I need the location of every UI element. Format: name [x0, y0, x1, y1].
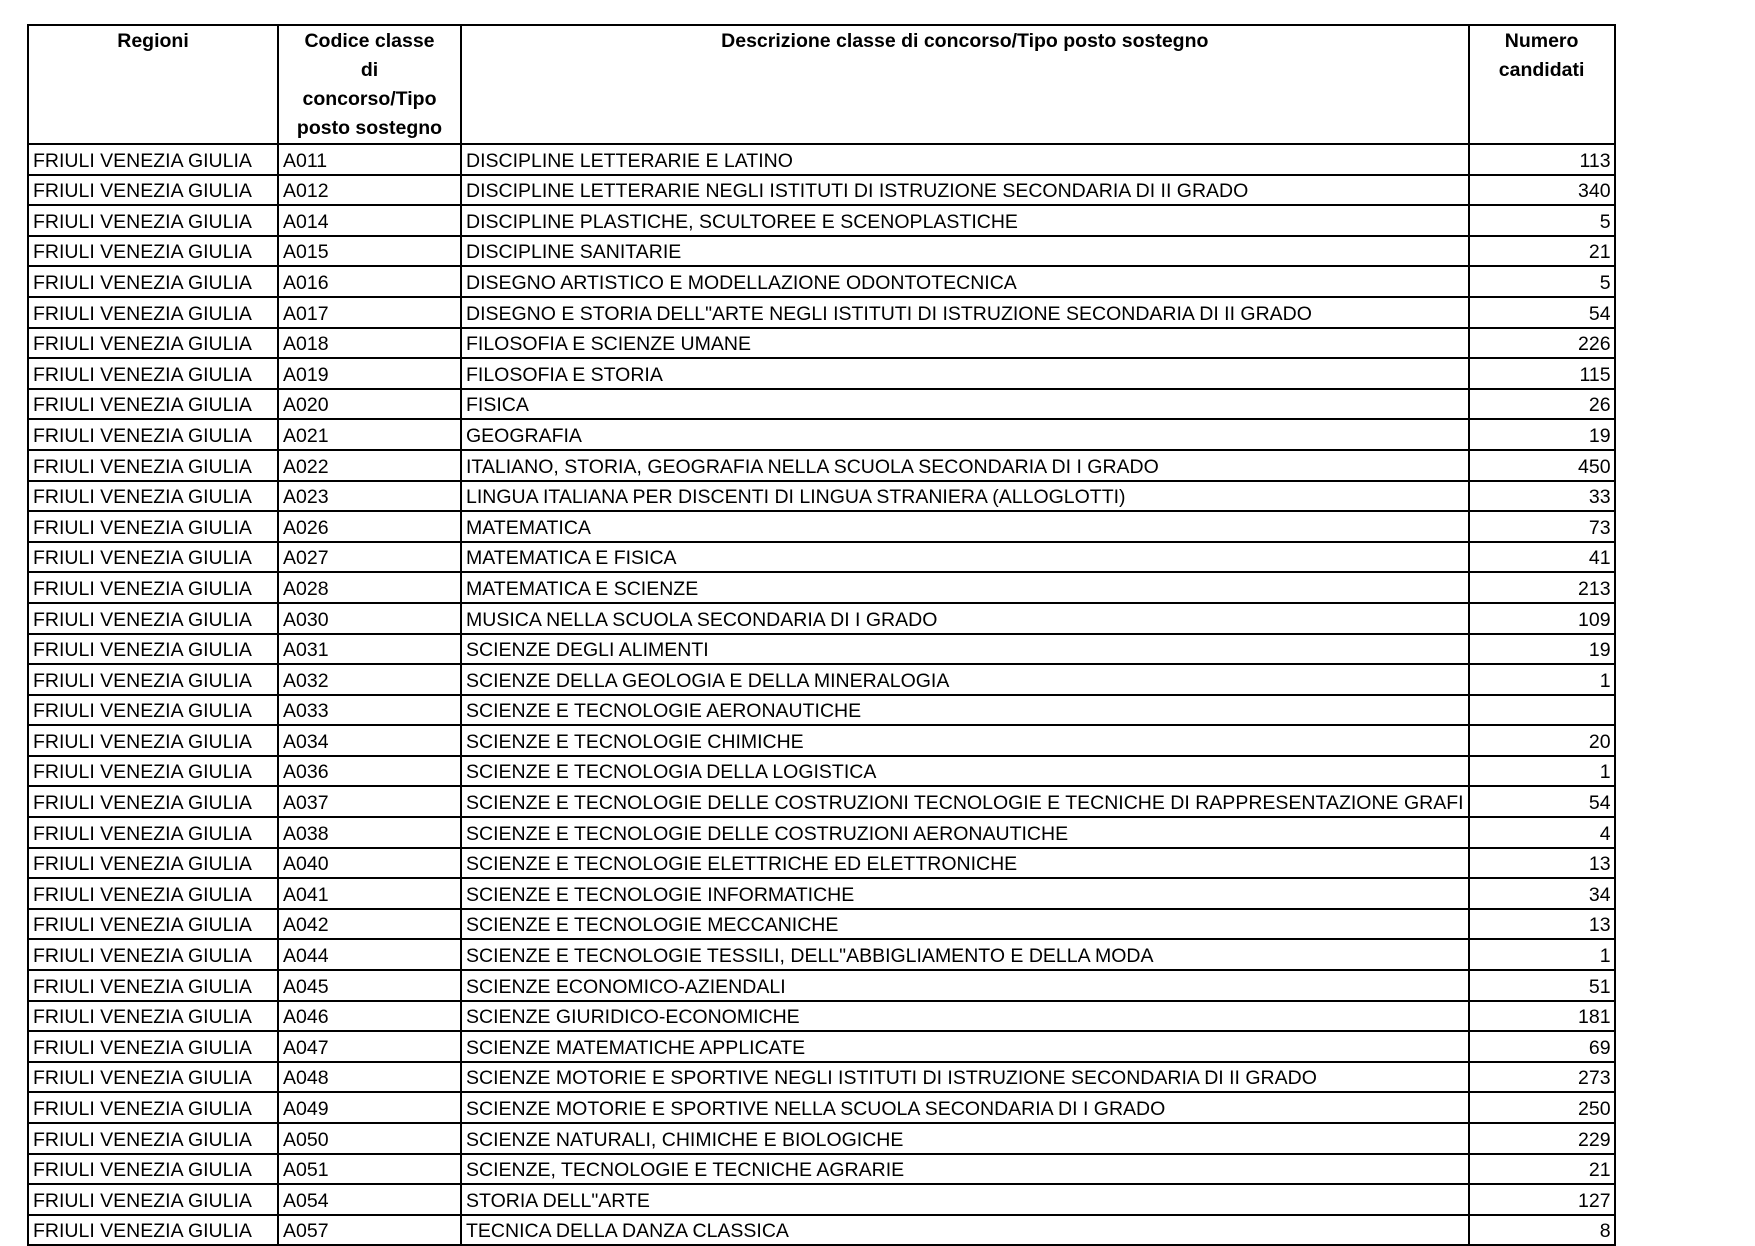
cell-codice: A020: [278, 389, 461, 420]
cell-numero: 20: [1469, 725, 1615, 756]
cell-numero: 127: [1469, 1184, 1615, 1215]
header-codice: Codice classe di concorso/Tipo posto sostegno: [278, 25, 461, 144]
cell-codice: A041: [278, 878, 461, 909]
table-row: [28, 664, 1615, 695]
cell-numero: 181: [1469, 1001, 1615, 1032]
table-body: [28, 144, 1615, 1245]
cell-codice: A023: [278, 481, 461, 512]
cell-codice: A031: [278, 634, 461, 665]
cell-codice: A040: [278, 848, 461, 879]
cell-codice: A049: [278, 1092, 461, 1123]
cell-numero: 33: [1469, 481, 1615, 512]
cell-codice: A014: [278, 205, 461, 236]
cell-codice: A050: [278, 1123, 461, 1154]
table-row: [28, 1062, 1615, 1093]
cell-regione: FRIULI VENEZIA GIULIA: [28, 358, 278, 389]
table-row: [28, 1092, 1615, 1123]
cell-numero: 226: [1469, 328, 1615, 359]
table-row: [28, 419, 1615, 450]
cell-numero: 13: [1469, 848, 1615, 879]
table-row: [28, 542, 1615, 573]
table-row: [28, 756, 1615, 787]
cell-regione: FRIULI VENEZIA GIULIA: [28, 297, 278, 328]
cell-codice: A028: [278, 572, 461, 603]
cell-descrizione: GEOGRAFIA: [461, 419, 1469, 450]
cell-numero: 273: [1469, 1062, 1615, 1093]
cell-regione: FRIULI VENEZIA GIULIA: [28, 236, 278, 267]
cell-descrizione: DISCIPLINE PLASTICHE, SCULTOREE E SCENOPLASTICHE: [461, 205, 1469, 236]
cell-codice: A022: [278, 450, 461, 481]
table-row: [28, 144, 1615, 175]
table-row: [28, 511, 1615, 542]
cell-descrizione: SCIENZE E TECNOLOGIE TESSILI, DELL"ABBIGLIAMENTO E DELLA MODA: [461, 939, 1469, 970]
cell-regione: FRIULI VENEZIA GIULIA: [28, 817, 278, 848]
cell-numero: [1469, 695, 1615, 726]
cell-descrizione: FISICA: [461, 389, 1469, 420]
cell-numero: 19: [1469, 419, 1615, 450]
cell-codice: A017: [278, 297, 461, 328]
cell-regione: FRIULI VENEZIA GIULIA: [28, 419, 278, 450]
table-row: [28, 175, 1615, 206]
cell-descrizione: SCIENZE E TECNOLOGIE ELETTRICHE ED ELETTRONICHE: [461, 848, 1469, 879]
cell-regione: FRIULI VENEZIA GIULIA: [28, 1154, 278, 1185]
cell-descrizione: SCIENZE E TECNOLOGIE INFORMATICHE: [461, 878, 1469, 909]
cell-numero: 5: [1469, 266, 1615, 297]
cell-regione: FRIULI VENEZIA GIULIA: [28, 603, 278, 634]
cell-regione: FRIULI VENEZIA GIULIA: [28, 328, 278, 359]
cell-numero: 250: [1469, 1092, 1615, 1123]
cell-regione: FRIULI VENEZIA GIULIA: [28, 1031, 278, 1062]
cell-codice: A015: [278, 236, 461, 267]
table-row: [28, 205, 1615, 236]
cell-codice: A044: [278, 939, 461, 970]
cell-descrizione: MATEMATICA E FISICA: [461, 542, 1469, 573]
table-row: [28, 297, 1615, 328]
cell-regione: FRIULI VENEZIA GIULIA: [28, 1215, 278, 1246]
table-row: [28, 970, 1615, 1001]
header-numero: Numero candidati: [1469, 25, 1615, 144]
table-row: [28, 450, 1615, 481]
cell-numero: 109: [1469, 603, 1615, 634]
table-header: [28, 25, 1615, 144]
cell-codice: A047: [278, 1031, 461, 1062]
cell-numero: 450: [1469, 450, 1615, 481]
cell-descrizione: DISEGNO E STORIA DELL"ARTE NEGLI ISTITUTI DI ISTRUZIONE SECONDARIA DI II GRADO: [461, 297, 1469, 328]
cell-regione: FRIULI VENEZIA GIULIA: [28, 389, 278, 420]
table-row: [28, 1123, 1615, 1154]
cell-codice: A051: [278, 1154, 461, 1185]
cell-regione: FRIULI VENEZIA GIULIA: [28, 1092, 278, 1123]
cell-descrizione: STORIA DELL"ARTE: [461, 1184, 1469, 1215]
cell-numero: 26: [1469, 389, 1615, 420]
cell-codice: A033: [278, 695, 461, 726]
cell-descrizione: SCIENZE E TECNOLOGIE AERONAUTICHE: [461, 695, 1469, 726]
cell-descrizione: MATEMATICA: [461, 511, 1469, 542]
cell-descrizione: ITALIANO, STORIA, GEOGRAFIA NELLA SCUOLA SECONDARIA DI I GRADO: [461, 450, 1469, 481]
table-row: [28, 266, 1615, 297]
table-row: [28, 389, 1615, 420]
cell-regione: FRIULI VENEZIA GIULIA: [28, 786, 278, 817]
header-descrizione: Descrizione classe di concorso/Tipo posto sostegno: [461, 25, 1469, 144]
cell-codice: A018: [278, 328, 461, 359]
cell-numero: 21: [1469, 236, 1615, 267]
cell-regione: FRIULI VENEZIA GIULIA: [28, 542, 278, 573]
cell-numero: 41: [1469, 542, 1615, 573]
cell-descrizione: SCIENZE NATURALI, CHIMICHE E BIOLOGICHE: [461, 1123, 1469, 1154]
cell-regione: FRIULI VENEZIA GIULIA: [28, 939, 278, 970]
cell-numero: 213: [1469, 572, 1615, 603]
cell-codice: A034: [278, 725, 461, 756]
cell-descrizione: SCIENZE E TECNOLOGIE CHIMICHE: [461, 725, 1469, 756]
cell-descrizione: SCIENZE E TECNOLOGIE DELLE COSTRUZIONI TECNOLOGIE E TECNICHE DI RAPPRESENTAZIONE GRAFI: [461, 786, 1469, 817]
cell-numero: 21: [1469, 1154, 1615, 1185]
table-row: [28, 634, 1615, 665]
cell-numero: 1: [1469, 664, 1615, 695]
cell-codice: A036: [278, 756, 461, 787]
cell-codice: A011: [278, 144, 461, 175]
cell-codice: A054: [278, 1184, 461, 1215]
cell-descrizione: SCIENZE DEGLI ALIMENTI: [461, 634, 1469, 665]
cell-regione: FRIULI VENEZIA GIULIA: [28, 725, 278, 756]
cell-codice: A042: [278, 909, 461, 940]
table-row: [28, 1001, 1615, 1032]
cell-descrizione: DISCIPLINE LETTERARIE NEGLI ISTITUTI DI ISTRUZIONE SECONDARIA DI II GRADO: [461, 175, 1469, 206]
cell-codice: A057: [278, 1215, 461, 1246]
cell-numero: 51: [1469, 970, 1615, 1001]
cell-codice: A016: [278, 266, 461, 297]
table-row: [28, 1154, 1615, 1185]
cell-codice: A019: [278, 358, 461, 389]
cell-codice: A012: [278, 175, 461, 206]
cell-regione: FRIULI VENEZIA GIULIA: [28, 205, 278, 236]
cell-descrizione: SCIENZE E TECNOLOGIE MECCANICHE: [461, 909, 1469, 940]
table-row: [28, 481, 1615, 512]
cell-regione: FRIULI VENEZIA GIULIA: [28, 511, 278, 542]
cell-codice: A027: [278, 542, 461, 573]
cell-numero: 229: [1469, 1123, 1615, 1154]
cell-regione: FRIULI VENEZIA GIULIA: [28, 695, 278, 726]
cell-numero: 69: [1469, 1031, 1615, 1062]
cell-regione: FRIULI VENEZIA GIULIA: [28, 144, 278, 175]
cell-regione: FRIULI VENEZIA GIULIA: [28, 848, 278, 879]
table-row: [28, 572, 1615, 603]
cell-descrizione: SCIENZE GIURIDICO-ECONOMICHE: [461, 1001, 1469, 1032]
table-row: [28, 725, 1615, 756]
cell-descrizione: MATEMATICA E SCIENZE: [461, 572, 1469, 603]
cell-regione: FRIULI VENEZIA GIULIA: [28, 266, 278, 297]
table-row: [28, 358, 1615, 389]
cell-descrizione: FILOSOFIA E STORIA: [461, 358, 1469, 389]
cell-numero: 1: [1469, 939, 1615, 970]
cell-numero: 34: [1469, 878, 1615, 909]
cell-regione: FRIULI VENEZIA GIULIA: [28, 756, 278, 787]
cell-codice: A037: [278, 786, 461, 817]
cell-numero: 340: [1469, 175, 1615, 206]
cell-numero: 19: [1469, 634, 1615, 665]
cell-descrizione: SCIENZE, TECNOLOGIE E TECNICHE AGRARIE: [461, 1154, 1469, 1185]
cell-numero: 113: [1469, 144, 1615, 175]
table-row: [28, 817, 1615, 848]
cell-codice: A048: [278, 1062, 461, 1093]
table-row: [28, 695, 1615, 726]
cell-codice: A045: [278, 970, 461, 1001]
cell-numero: 4: [1469, 817, 1615, 848]
cell-numero: 1: [1469, 756, 1615, 787]
table-row: [28, 786, 1615, 817]
cell-descrizione: TECNICA DELLA DANZA CLASSICA: [461, 1215, 1469, 1246]
header-row: [28, 25, 1615, 144]
cell-descrizione: FILOSOFIA E SCIENZE UMANE: [461, 328, 1469, 359]
cell-numero: 54: [1469, 786, 1615, 817]
cell-regione: FRIULI VENEZIA GIULIA: [28, 664, 278, 695]
cell-regione: FRIULI VENEZIA GIULIA: [28, 1062, 278, 1093]
cell-regione: FRIULI VENEZIA GIULIA: [28, 1184, 278, 1215]
candidates-table: [27, 24, 1616, 1246]
table-row: [28, 1184, 1615, 1215]
cell-descrizione: LINGUA ITALIANA PER DISCENTI DI LINGUA STRANIERA (ALLOGLOTTI): [461, 481, 1469, 512]
cell-regione: FRIULI VENEZIA GIULIA: [28, 572, 278, 603]
cell-codice: A046: [278, 1001, 461, 1032]
cell-numero: 5: [1469, 205, 1615, 236]
cell-numero: 8: [1469, 1215, 1615, 1246]
cell-regione: FRIULI VENEZIA GIULIA: [28, 909, 278, 940]
cell-descrizione: DISCIPLINE LETTERARIE E LATINO: [461, 144, 1469, 175]
table-row: [28, 939, 1615, 970]
cell-descrizione: SCIENZE MATEMATICHE APPLICATE: [461, 1031, 1469, 1062]
table-row: [28, 1031, 1615, 1062]
cell-regione: FRIULI VENEZIA GIULIA: [28, 970, 278, 1001]
cell-regione: FRIULI VENEZIA GIULIA: [28, 878, 278, 909]
cell-codice: A032: [278, 664, 461, 695]
table-row: [28, 878, 1615, 909]
cell-descrizione: SCIENZE MOTORIE E SPORTIVE NEGLI ISTITUTI DI ISTRUZIONE SECONDARIA DI II GRADO: [461, 1062, 1469, 1093]
cell-descrizione: DISCIPLINE SANITARIE: [461, 236, 1469, 267]
header-regioni: Regioni: [28, 25, 278, 144]
cell-descrizione: MUSICA NELLA SCUOLA SECONDARIA DI I GRADO: [461, 603, 1469, 634]
cell-codice: A021: [278, 419, 461, 450]
cell-regione: FRIULI VENEZIA GIULIA: [28, 1123, 278, 1154]
table-row: [28, 328, 1615, 359]
cell-descrizione: SCIENZE MOTORIE E SPORTIVE NELLA SCUOLA SECONDARIA DI I GRADO: [461, 1092, 1469, 1123]
cell-codice: A038: [278, 817, 461, 848]
cell-regione: FRIULI VENEZIA GIULIA: [28, 481, 278, 512]
table-row: [28, 236, 1615, 267]
cell-regione: FRIULI VENEZIA GIULIA: [28, 175, 278, 206]
cell-numero: 54: [1469, 297, 1615, 328]
table-row: [28, 848, 1615, 879]
cell-descrizione: SCIENZE ECONOMICO-AZIENDALI: [461, 970, 1469, 1001]
cell-descrizione: DISEGNO ARTISTICO E MODELLAZIONE ODONTOTECNICA: [461, 266, 1469, 297]
cell-descrizione: SCIENZE DELLA GEOLOGIA E DELLA MINERALOGIA: [461, 664, 1469, 695]
table-row: [28, 909, 1615, 940]
cell-numero: 115: [1469, 358, 1615, 389]
cell-regione: FRIULI VENEZIA GIULIA: [28, 1001, 278, 1032]
table-row: [28, 603, 1615, 634]
cell-numero: 13: [1469, 909, 1615, 940]
cell-codice: A030: [278, 603, 461, 634]
cell-regione: FRIULI VENEZIA GIULIA: [28, 450, 278, 481]
cell-descrizione: SCIENZE E TECNOLOGIA DELLA LOGISTICA: [461, 756, 1469, 787]
cell-regione: FRIULI VENEZIA GIULIA: [28, 634, 278, 665]
cell-descrizione: SCIENZE E TECNOLOGIE DELLE COSTRUZIONI AERONAUTICHE: [461, 817, 1469, 848]
cell-codice: A026: [278, 511, 461, 542]
cell-numero: 73: [1469, 511, 1615, 542]
